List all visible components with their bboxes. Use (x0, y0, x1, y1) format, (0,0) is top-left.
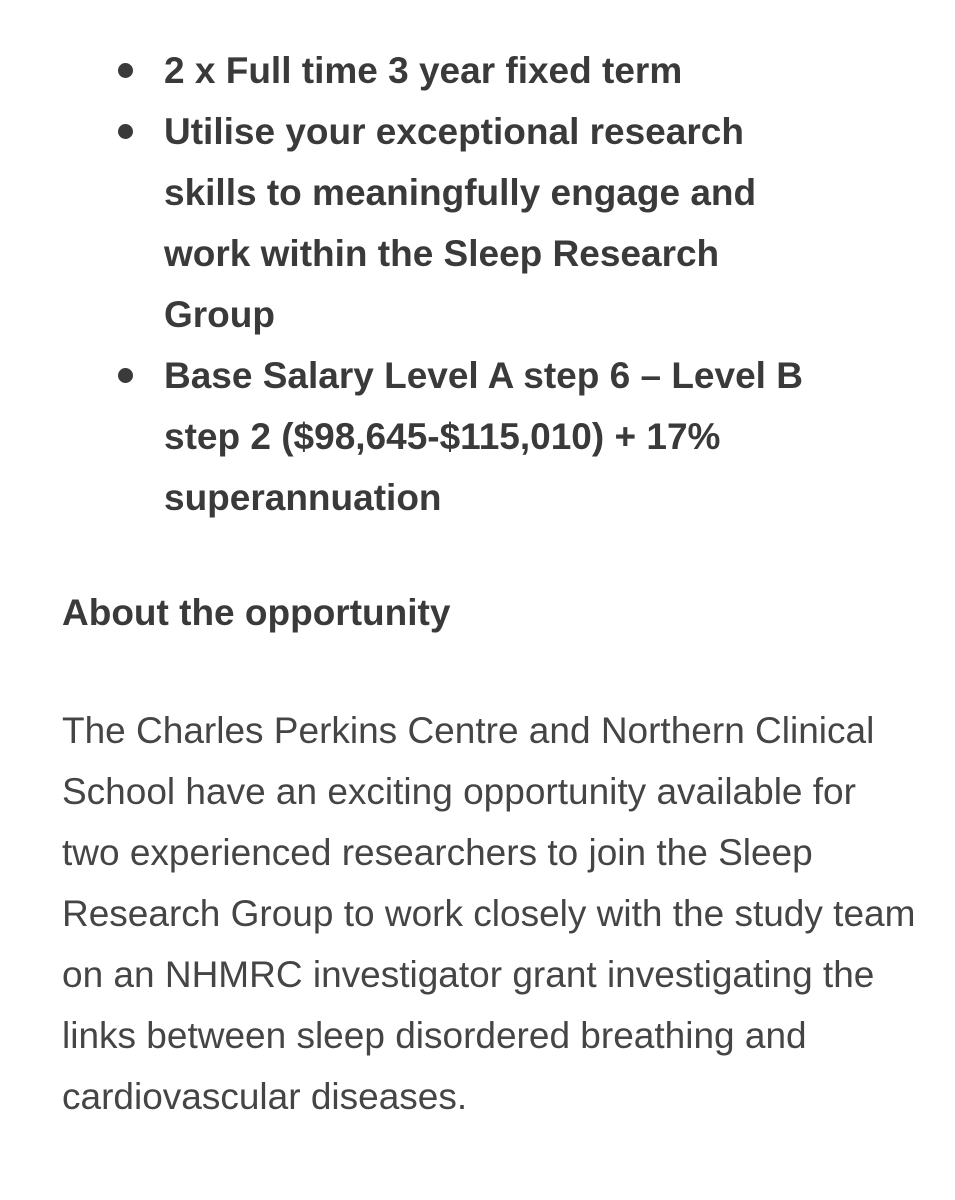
bullet-text: 2 x Full time 3 year fixed term (164, 50, 683, 91)
list-item (0, 345, 804, 528)
bullet-icon (118, 124, 133, 139)
list-item (0, 101, 804, 345)
bullet-icon (118, 368, 133, 383)
body-paragraph: The Charles Perkins Centre and Northern Clinical School have an exciting opportunity available for two experienced researchers to join the Sleep Research Group to work closely with the study team on an NHMRC investigator grant investigating the links between sleep disordered breathing and cardiovascular diseases. (62, 710, 916, 1117)
bullet-icon (118, 63, 133, 78)
job-highlights-list (0, 40, 955, 528)
bullet-text: Base Salary Level A step 6 – Level B step 2 ($98,645-$115,010) + 17% superannuation (164, 355, 803, 518)
bullet-text: Utilise your exceptional research skills to meaningfully engage and work within the Sleep Research Group (164, 111, 757, 335)
list-item (0, 40, 804, 101)
section-heading: About the opportunity (62, 592, 451, 633)
